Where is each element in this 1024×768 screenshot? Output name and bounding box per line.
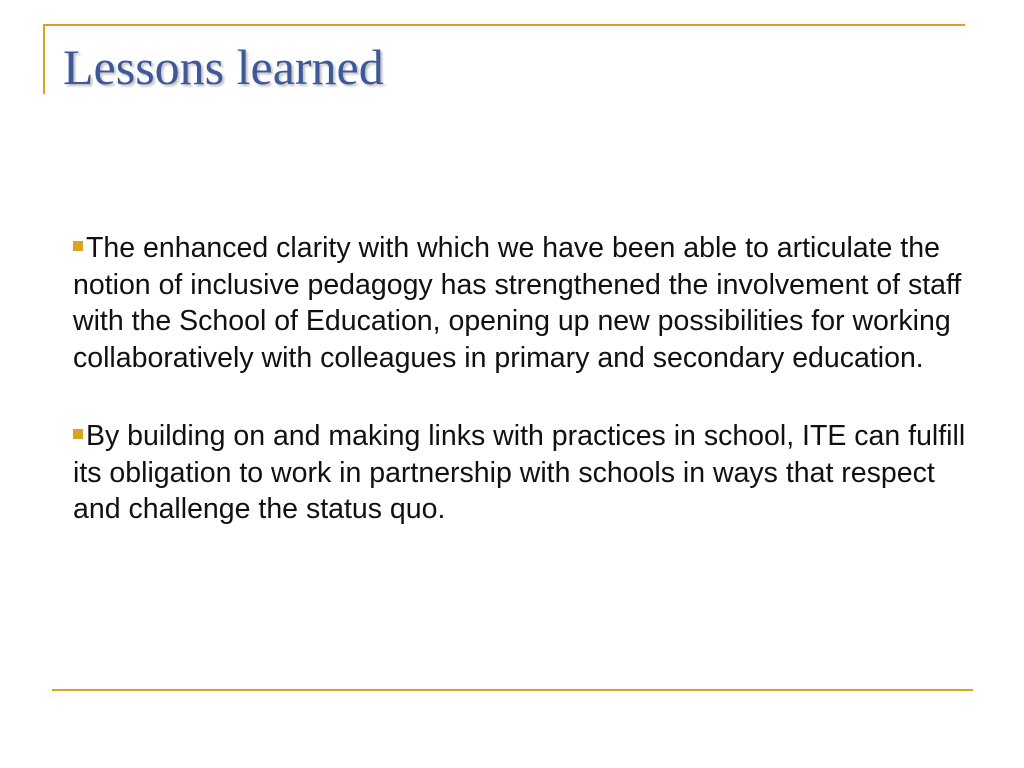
bullet-item	[73, 230, 973, 376]
square-bullet-icon	[73, 241, 83, 251]
frame-left-rule	[43, 24, 45, 94]
slide-title: Lessons learned	[63, 39, 384, 95]
bullet-item	[73, 418, 973, 528]
bullet-text: The enhanced clarity with which we have been able to articulate the notion of inclusive pedagogy has strengthened the involvement of staff with the School of Education, opening up new possibilities for working collaboratively with colleagues in primary and secondary education.	[73, 232, 962, 374]
square-bullet-icon	[73, 429, 83, 439]
bullet-text: By building on and making links with practices in school, ITE can fulfill its obligation to work in partnership with schools in ways that respect and challenge the status quo.	[73, 420, 966, 525]
frame-top-rule	[43, 24, 965, 26]
bullet-list	[73, 230, 973, 570]
footer-rule	[52, 689, 973, 691]
